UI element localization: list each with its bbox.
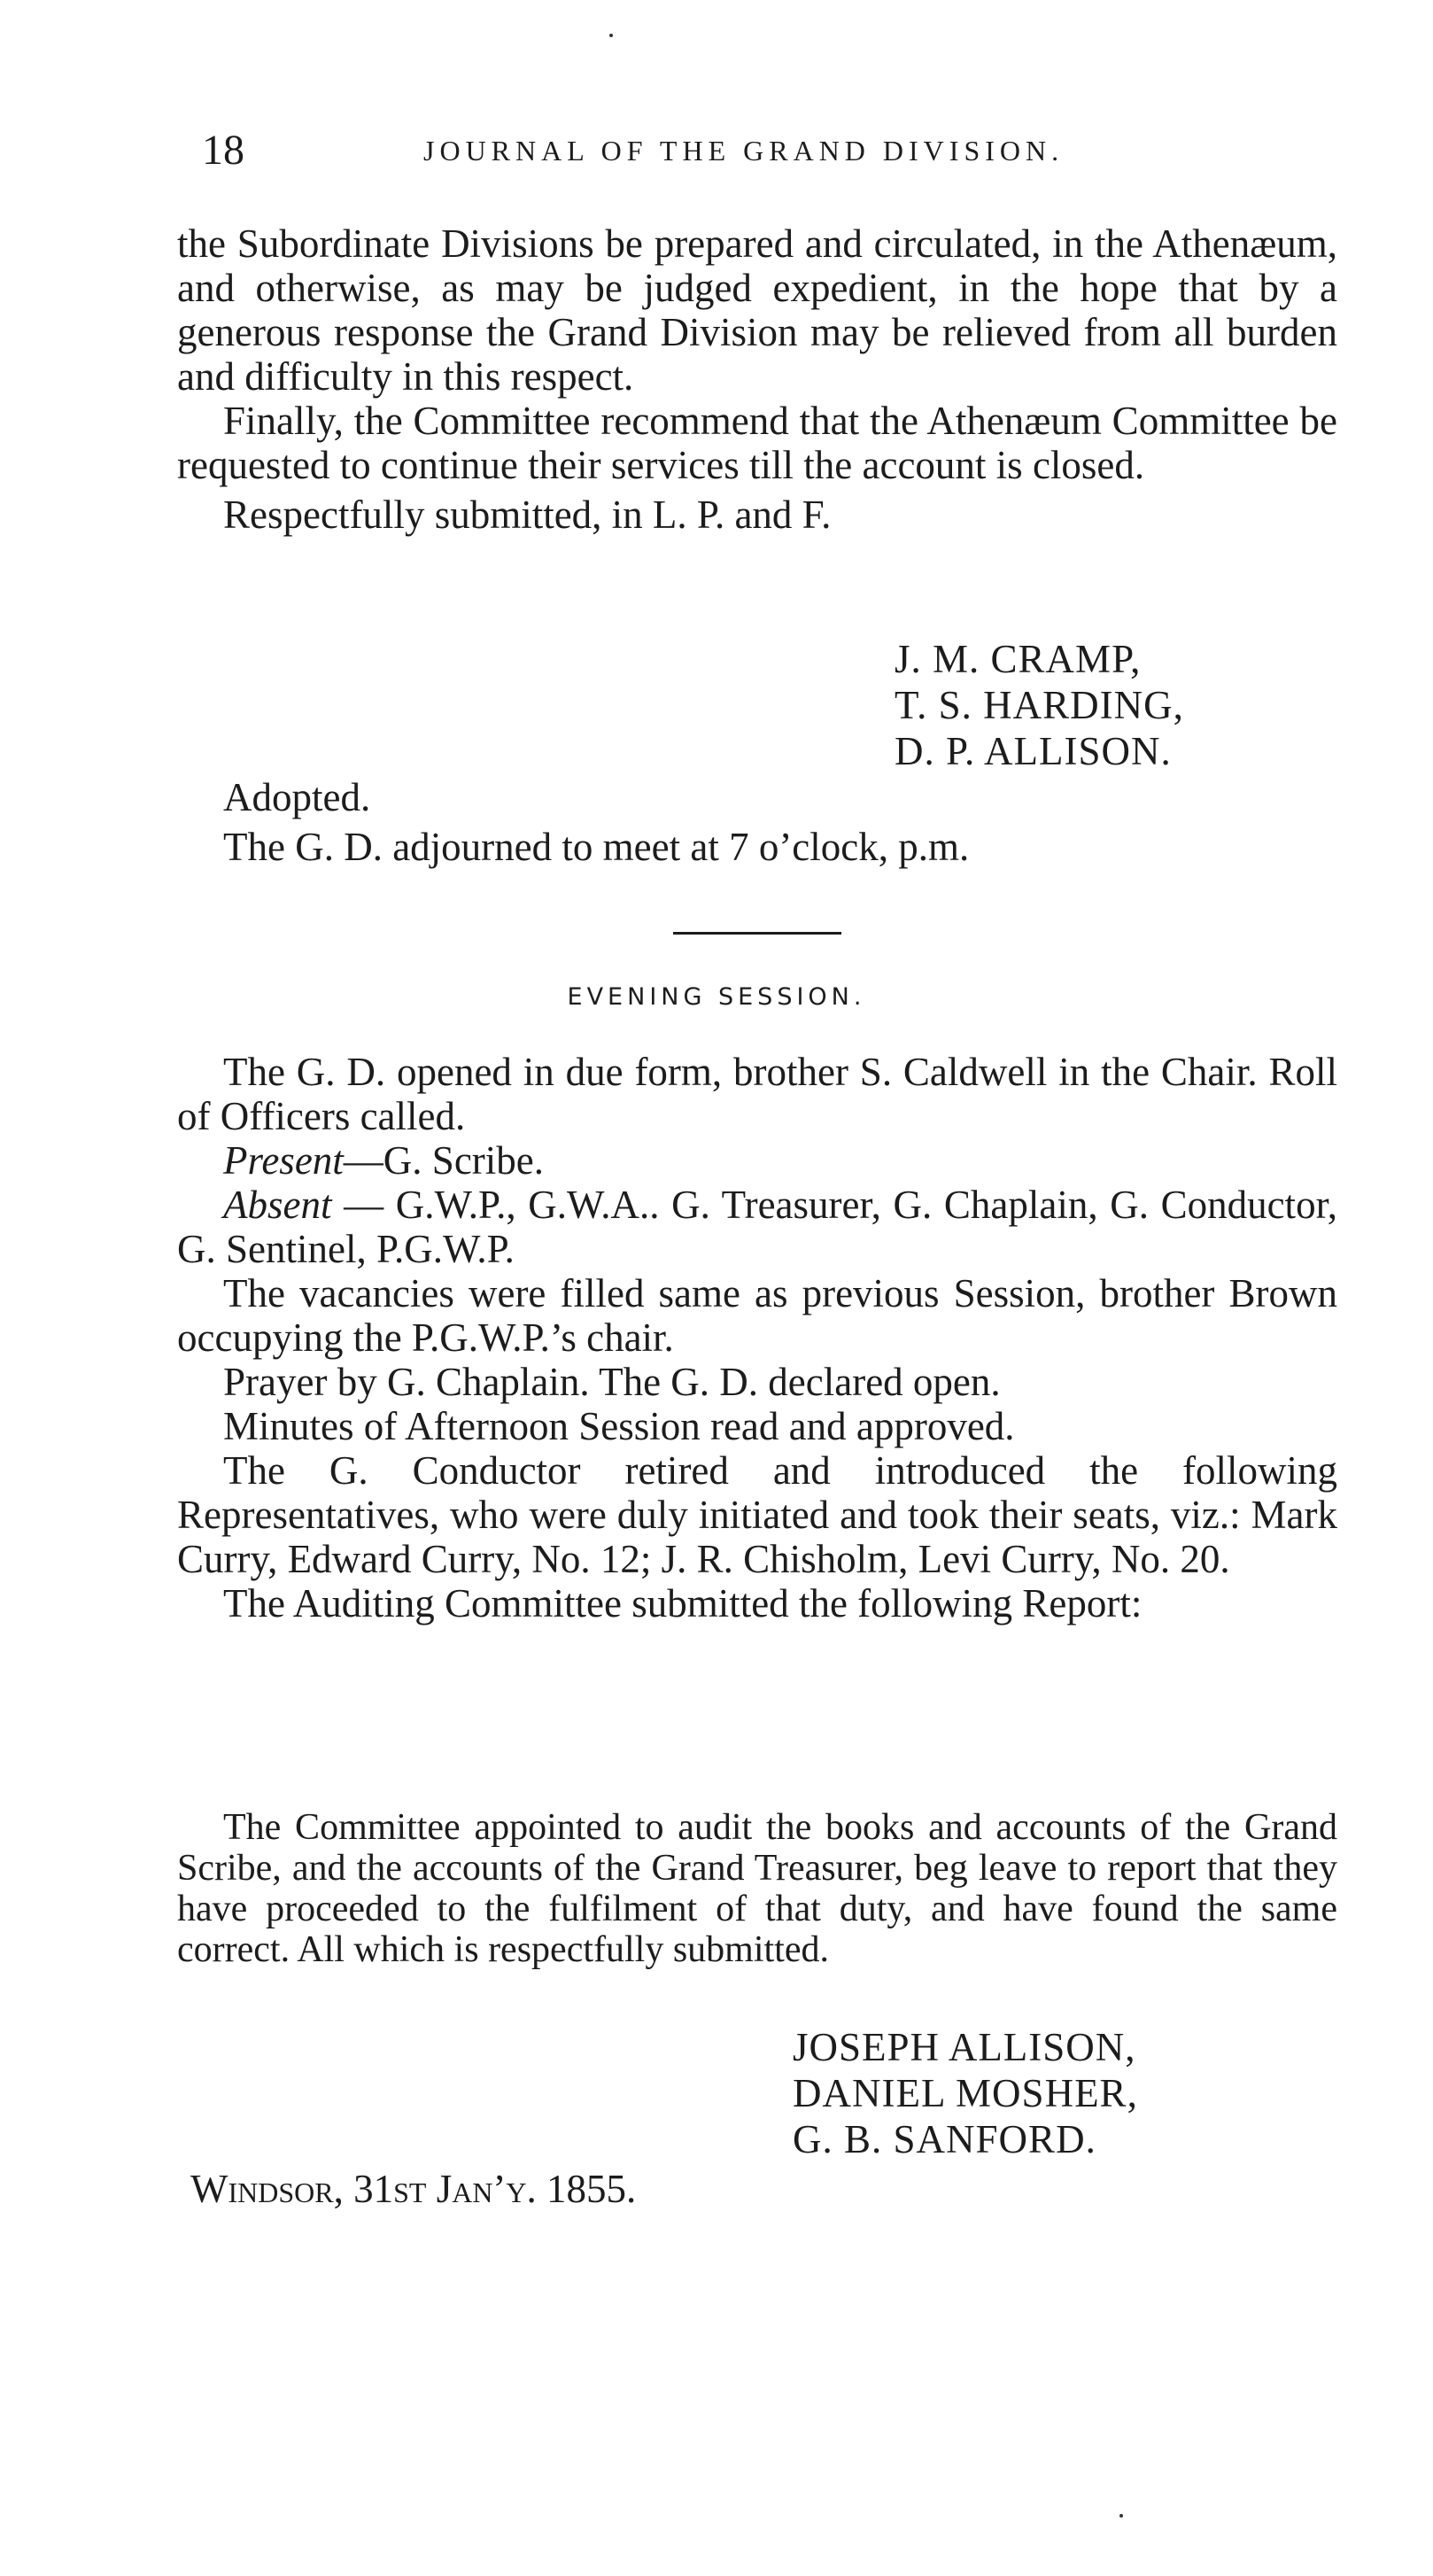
- signature-name: DANIEL MOSHER,: [793, 2071, 1138, 2115]
- paragraph-conductor: The G. Conductor retired and introduced the following Representatives, who were duly initiated and took their seats, viz.: Mark Curry, Edward Curry, No. 12; J. R. Chisholm, Levi Curry, No. 20.: [177, 1448, 1337, 1581]
- paragraph-finally: Finally, the Committee recommend that the Athenæum Committee be requested to continue their services till the account is closed.: [177, 399, 1337, 487]
- evening-session-body: [177, 1050, 1337, 1626]
- absent-label: Absent: [223, 1183, 332, 1227]
- absent-text: — G.W.P., G.W.A.. G. Treasurer, G. Chaplain, G. Conductor, G. Sentinel, P.G.W.P.: [177, 1183, 1337, 1271]
- signature-name: T. S. HARDING,: [895, 683, 1184, 727]
- section-divider: [673, 932, 841, 935]
- paragraph-audit-report: The Committee appointed to audit the books and accounts of the Grand Scribe, and the accounts of the Grand Treasurer, beg leave to report that they have proceeded to the fulfilment of that duty, and have found the same correct. All which is respectfully submitted.: [177, 1807, 1337, 1970]
- signature-name: JOSEPH ALLISON,: [793, 2025, 1136, 2069]
- present-label: Present: [223, 1138, 344, 1183]
- paragraph-auditing: The Auditing Committee submitted the following Report:: [223, 1581, 1143, 1626]
- auditing-report: [177, 1807, 1337, 1970]
- evening-session-heading: EVENING SESSION.: [567, 983, 866, 1011]
- page-header: [177, 126, 1328, 179]
- present-text: —G. Scribe.: [343, 1138, 545, 1183]
- adoption-block: [177, 772, 1337, 872]
- paragraph-respectfully: Respectfully submitted, in L. P. and F.: [223, 493, 832, 537]
- report-continuation: [177, 221, 1337, 537]
- paragraph-subordinate-divisions: the Subordinate Divisions be prepared and circulated, in the Athenæum, and otherwise, as may be judged expedient, in the hope that by a generous response the Grand Division may be relieved from all burden and difficulty in this respect.: [177, 221, 1337, 399]
- signature-name: G. B. SANFORD.: [793, 2117, 1096, 2161]
- signature-block-committee: [895, 636, 1184, 774]
- page-number: 18: [202, 127, 244, 174]
- dateline: [190, 2166, 636, 2212]
- paper-speck: [609, 34, 613, 37]
- paragraph-minutes: Minutes of Afternoon Session read and approved.: [223, 1404, 1015, 1448]
- adopted-line: Adopted.: [223, 775, 371, 819]
- signature-name: J. M. CRAMP,: [895, 637, 1142, 681]
- paragraph-vacancies: The vacancies were filled same as previous Session, brother Brown occupying the P.G.W.P.’s chair.: [177, 1271, 1337, 1360]
- running-head: JOURNAL OF THE GRAND DIVISION.: [423, 135, 1065, 167]
- dateline-text: Windsor, 31st Jan’y. 1855.: [190, 2167, 637, 2211]
- paragraph-prayer: Prayer by G. Chaplain. The G. D. declared open.: [223, 1360, 1001, 1404]
- paper-speck: [1119, 2514, 1123, 2518]
- adjourned-line: The G. D. adjourned to meet at 7 o’clock, p.m.: [223, 825, 970, 869]
- signature-block-auditors: [793, 2024, 1138, 2162]
- paragraph-absent: [177, 1183, 1337, 1271]
- signature-name: D. P. ALLISON.: [895, 729, 1172, 773]
- paragraph-present: [177, 1138, 1337, 1183]
- paragraph-opened: The G. D. opened in due form, brother S. Caldwell in the Chair. Roll of Officers called.: [177, 1050, 1337, 1138]
